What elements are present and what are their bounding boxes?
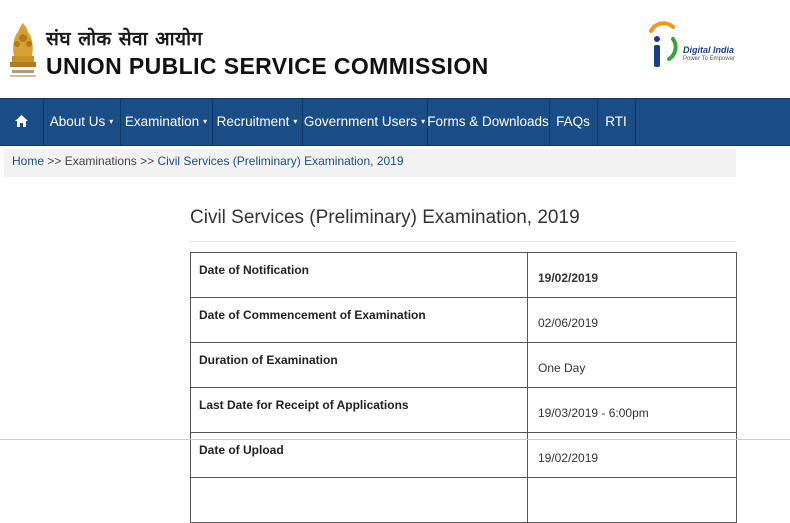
row-value: 19/03/2019 - 6:00pm (528, 388, 737, 433)
page-bottom-border (0, 439, 790, 440)
breadcrumb-examinations[interactable]: Examinations (64, 154, 137, 168)
nav-about-us[interactable] (43, 99, 121, 145)
table-row (191, 298, 737, 343)
chevron-down-icon: ▾ (203, 117, 208, 126)
row-label (191, 478, 528, 523)
nav-about-us-label: About Us (49, 114, 106, 129)
title-divider (190, 241, 736, 242)
nav-faqs-label: FAQs (556, 114, 590, 129)
digital-india-icon (645, 17, 679, 75)
nav-recruitment[interactable] (212, 99, 303, 145)
table-row (191, 388, 737, 433)
breadcrumb-separator: >> (136, 154, 158, 168)
chevron-down-icon: ▾ (293, 117, 298, 126)
breadcrumb (4, 149, 736, 177)
nav-rti-label: RTI (605, 114, 627, 129)
table-row (191, 343, 737, 388)
nav-rti[interactable] (597, 99, 636, 145)
nav-government-users-label: Government Users (303, 114, 418, 129)
chevron-down-icon: ▾ (421, 117, 426, 126)
nav-forms-downloads-label: Forms & Downloads (427, 114, 549, 129)
row-label: Duration of Examination (191, 343, 528, 388)
table-row (191, 253, 737, 298)
chevron-down-icon: ▾ (109, 117, 114, 126)
nav-examination[interactable] (120, 99, 213, 145)
main-navbar (0, 98, 790, 146)
home-icon (15, 115, 28, 127)
row-value (528, 478, 737, 523)
row-label: Date of Notification (191, 253, 528, 298)
digital-india-tagline: Power To Empower (683, 56, 735, 62)
table-row (191, 478, 737, 523)
site-header (0, 0, 790, 98)
row-label: Date of Upload (191, 433, 528, 478)
nav-government-users[interactable] (302, 99, 428, 145)
breadcrumb-home-link[interactable]: Home (12, 154, 45, 168)
nav-forms-downloads[interactable] (427, 99, 550, 145)
row-label: Last Date for Receipt of Applications (191, 388, 528, 433)
row-label: Date of Commencement of Examination (191, 298, 528, 343)
national-emblem-icon[interactable] (6, 18, 40, 80)
english-title[interactable]: UNION PUBLIC SERVICE COMMISSION (46, 53, 489, 79)
digital-india-logo[interactable] (645, 17, 745, 77)
breadcrumb-current-link[interactable]: Civil Services (Preliminary) Examination, 2019 (157, 154, 404, 168)
page-title: Civil Services (Preliminary) Examination, 2019 (190, 207, 580, 228)
row-value: 02/06/2019 (528, 298, 737, 343)
nav-recruitment-label: Recruitment (216, 114, 290, 129)
row-value: One Day (528, 343, 737, 388)
breadcrumb-separator: >> (44, 154, 65, 168)
digital-india-name: Digital India (683, 45, 735, 55)
row-value: 19/02/2019 (528, 253, 737, 298)
row-value: 19/02/2019 (528, 433, 737, 478)
nav-faqs[interactable] (549, 99, 598, 145)
hindi-title: संघ लोक सेवा आयोग (46, 28, 203, 50)
nav-examination-label: Examination (124, 114, 200, 129)
nav-home[interactable] (0, 99, 44, 145)
exam-details-table (190, 252, 737, 523)
